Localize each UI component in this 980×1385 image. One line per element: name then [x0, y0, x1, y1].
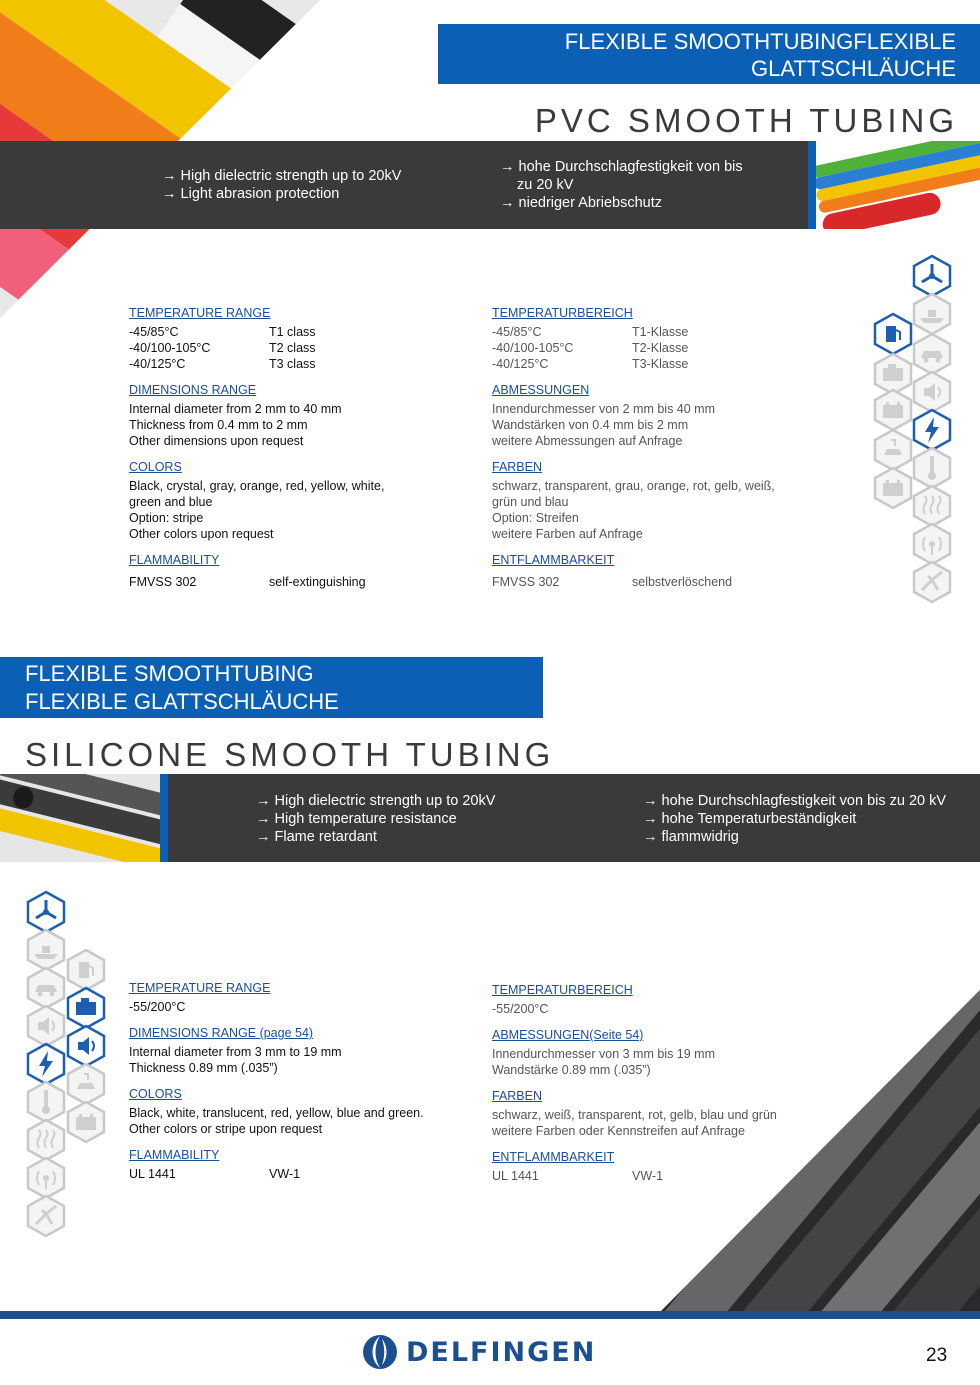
footer-rule [0, 1311, 980, 1319]
silicone-colors-line: Black, white, translucent, red, yellow, blue and green. [129, 1106, 424, 1120]
pvc-dim-line-de: Innendurchmesser von 2 mm bis 40 mm [492, 402, 716, 416]
pvc-temp-value-de: -40/125°C [492, 357, 549, 371]
pvc-dim-line-de: Wandstärken von 0.4 mm bis 2 mm [492, 418, 689, 432]
silicone-title: SILICONE SMOOTH TUBING [25, 736, 555, 773]
pvc-colors-line-de: weitere Farben auf Anfrage [492, 527, 643, 541]
pvc-category-line1: FLEXIBLE SMOOTHTUBINGFLEXIBLE [564, 29, 956, 54]
pvc-feature-en-1: → High dielectric strength up to 20kV [162, 168, 402, 184]
pvc-colors-heading-de: FARBEN [492, 460, 543, 474]
silicone-flam-standard: UL 1441 [129, 1167, 176, 1181]
pvc-temp-value: -40/100-105°C [129, 341, 211, 355]
pvc-category-bar [438, 24, 980, 84]
silicone-band-accent [160, 774, 168, 862]
pvc-feature-en-2: → Light abrasion protection [162, 186, 340, 202]
pvc-feature-de-2: zu 20 kV [517, 177, 574, 193]
footer-brand: DELFINGEN [406, 1336, 597, 1368]
silicone-dim-heading: DIMENSIONS RANGE (page 54) [129, 1026, 314, 1040]
pvc-band-accent [808, 141, 816, 229]
silicone-colors-line-de: weitere Farben oder Kennstreifen auf Anfrage [492, 1124, 745, 1138]
pvc-tubes-thumbnail [816, 141, 980, 229]
delfingen-logo-icon [362, 1334, 398, 1370]
silicone-feature-de-3: → flammwidrig [643, 829, 739, 845]
silicone-flam-value: VW-1 [269, 1167, 301, 1181]
silicone-dim-line-de: Innendurchmesser von 3 mm bis 19 mm [492, 1047, 716, 1061]
pvc-flam-standard: FMVSS 302 [129, 575, 197, 589]
silicone-colors-line-de: schwarz, weiß, transparent, rot, gelb, blau und grün [492, 1108, 777, 1122]
pvc-feature-de-3: → niedriger Abriebschutz [500, 195, 662, 211]
pvc-flam-heading-de: ENTFLAMMBARKEIT [492, 553, 615, 567]
pvc-dim-line: Internal diameter from 2 mm to 40 mm [129, 402, 342, 416]
silicone-category-line1: FLEXIBLE SMOOTHTUBING [25, 661, 314, 686]
pvc-temp-value-de: -45/85°C [492, 325, 542, 339]
silicone-features-de [643, 792, 946, 846]
silicone-flam-heading-de: ENTFLAMMBARKEIT [492, 1150, 615, 1164]
pvc-dim-line-de: weitere Abmessungen auf Anfrage [492, 434, 683, 448]
pvc-temp-heading: TEMPERATURE RANGE [129, 306, 271, 320]
boat-icon [910, 292, 954, 336]
pvc-title: PVC SMOOTH TUBING [534, 102, 958, 139]
silicone-flam-heading: FLAMMABILITY [129, 1148, 220, 1162]
pvc-temp-class: T1 class [269, 325, 316, 339]
pvc-colors-line: Black, crystal, gray, orange, red, yellow, white, [129, 479, 385, 493]
silicone-flam-value-de: VW-1 [632, 1169, 664, 1183]
pvc-colors-line-de: Option: Streifen [492, 511, 579, 525]
silicone-flam-standard-de: UL 1441 [492, 1169, 539, 1183]
silicone-temp-value: -55/200°C [129, 1000, 186, 1014]
pvc-colors-line: Other colors upon request [129, 527, 274, 541]
pvc-temp-value: -45/85°C [129, 325, 179, 339]
pvc-dim-line: Thickness from 0.4 mm to 2 mm [129, 418, 308, 432]
silicone-tubes-decoration [660, 990, 980, 1312]
silicone-feature-en-1: → High dielectric strength up to 20kV [256, 793, 496, 809]
silicone-colors-line: Other colors or stripe upon request [129, 1122, 323, 1136]
pvc-temp-class-de: T1-Klasse [632, 325, 689, 339]
silicone-temp-heading-de: TEMPERATURBEREICH [492, 983, 633, 997]
silicone-colors-heading: COLORS [129, 1087, 182, 1101]
footer-logo [362, 1334, 596, 1370]
silicone-feature-en-3: → Flame retardant [256, 829, 377, 845]
pvc-dim-heading-de: ABMESSUNGEN [492, 383, 590, 397]
pvc-temp-heading-de: TEMPERATURBEREICH [492, 306, 633, 320]
pvc-category-line2: GLATTSCHLÄUCHE [751, 56, 956, 81]
vibration-icon [24, 1194, 68, 1238]
page-number: 23 [926, 1345, 948, 1366]
silicone-features-en [256, 792, 495, 846]
pvc-dim-heading: DIMENSIONS RANGE [129, 383, 257, 397]
pvc-flam-value-de: selbstverlöschend [632, 575, 733, 589]
fuel-icon [871, 312, 915, 356]
silicone-category-line2: FLEXIBLE GLATTSCHLÄUCHE [25, 689, 339, 714]
pvc-specs-en [129, 305, 469, 590]
silicone-dim-line-de: Wandstärke 0.89 mm (.035”) [492, 1063, 651, 1077]
pvc-temp-class: T2 class [269, 341, 316, 355]
pvc-temp-class-de: T3-Klasse [632, 357, 689, 371]
silicone-feature-de-1: → hohe Durchschlagfestigkeit von bis zu 20 kV [643, 793, 947, 809]
pvc-colors-line: Option: stripe [129, 511, 204, 525]
pvc-temp-value-de: -40/100-105°C [492, 341, 574, 355]
silicone-dim-line: Internal diameter from 3 mm to 19 mm [129, 1045, 342, 1059]
pvc-colors-line: green and blue [129, 495, 213, 509]
silicone-temp-value-de: -55/200°C [492, 1002, 549, 1016]
silicone-dim-heading-de: ABMESSUNGEN(Seite 54) [492, 1028, 644, 1042]
pvc-flam-standard-de: FMVSS 302 [492, 575, 560, 589]
battery-icon [871, 388, 915, 432]
pvc-colors-line-de: schwarz, transparent, grau, orange, rot, gelb, weiß, [492, 479, 775, 493]
pvc-colors-heading: COLORS [129, 460, 182, 474]
pvc-features-de [500, 158, 743, 212]
silicone-feature-en-2: → High temperature resistance [256, 811, 457, 827]
battery-icon [64, 1100, 108, 1144]
pvc-dim-line: Other dimensions upon request [129, 434, 304, 448]
pvc-specs-de [492, 305, 812, 590]
pvc-flam-value: self-extinguishing [269, 575, 366, 589]
battery-icon [871, 466, 915, 510]
silicone-feature-de-2: → hohe Temperaturbeständigkeit [643, 811, 857, 827]
silicone-tubes-thumbnail [0, 774, 160, 862]
pvc-features-en [162, 167, 401, 203]
pvc-colors-line-de: grün und blau [492, 495, 569, 509]
silicone-category-bar [0, 657, 543, 718]
pvc-feature-de-1: → hohe Durchschlagfestigkeit von bis [500, 159, 743, 175]
silicone-temp-heading: TEMPERATURE RANGE [129, 981, 271, 995]
silicone-colors-heading-de: FARBEN [492, 1089, 543, 1103]
pvc-flam-heading: FLAMMABILITY [129, 553, 220, 567]
pvc-temp-class-de: T2-Klasse [632, 341, 689, 355]
silicone-dim-line: Thickness 0.89 mm (.035”) [129, 1061, 278, 1075]
vibration-icon [910, 560, 954, 604]
pvc-temp-class: T3 class [269, 357, 316, 371]
pvc-temp-value: -40/125°C [129, 357, 186, 371]
silicone-specs-en [129, 980, 469, 1182]
